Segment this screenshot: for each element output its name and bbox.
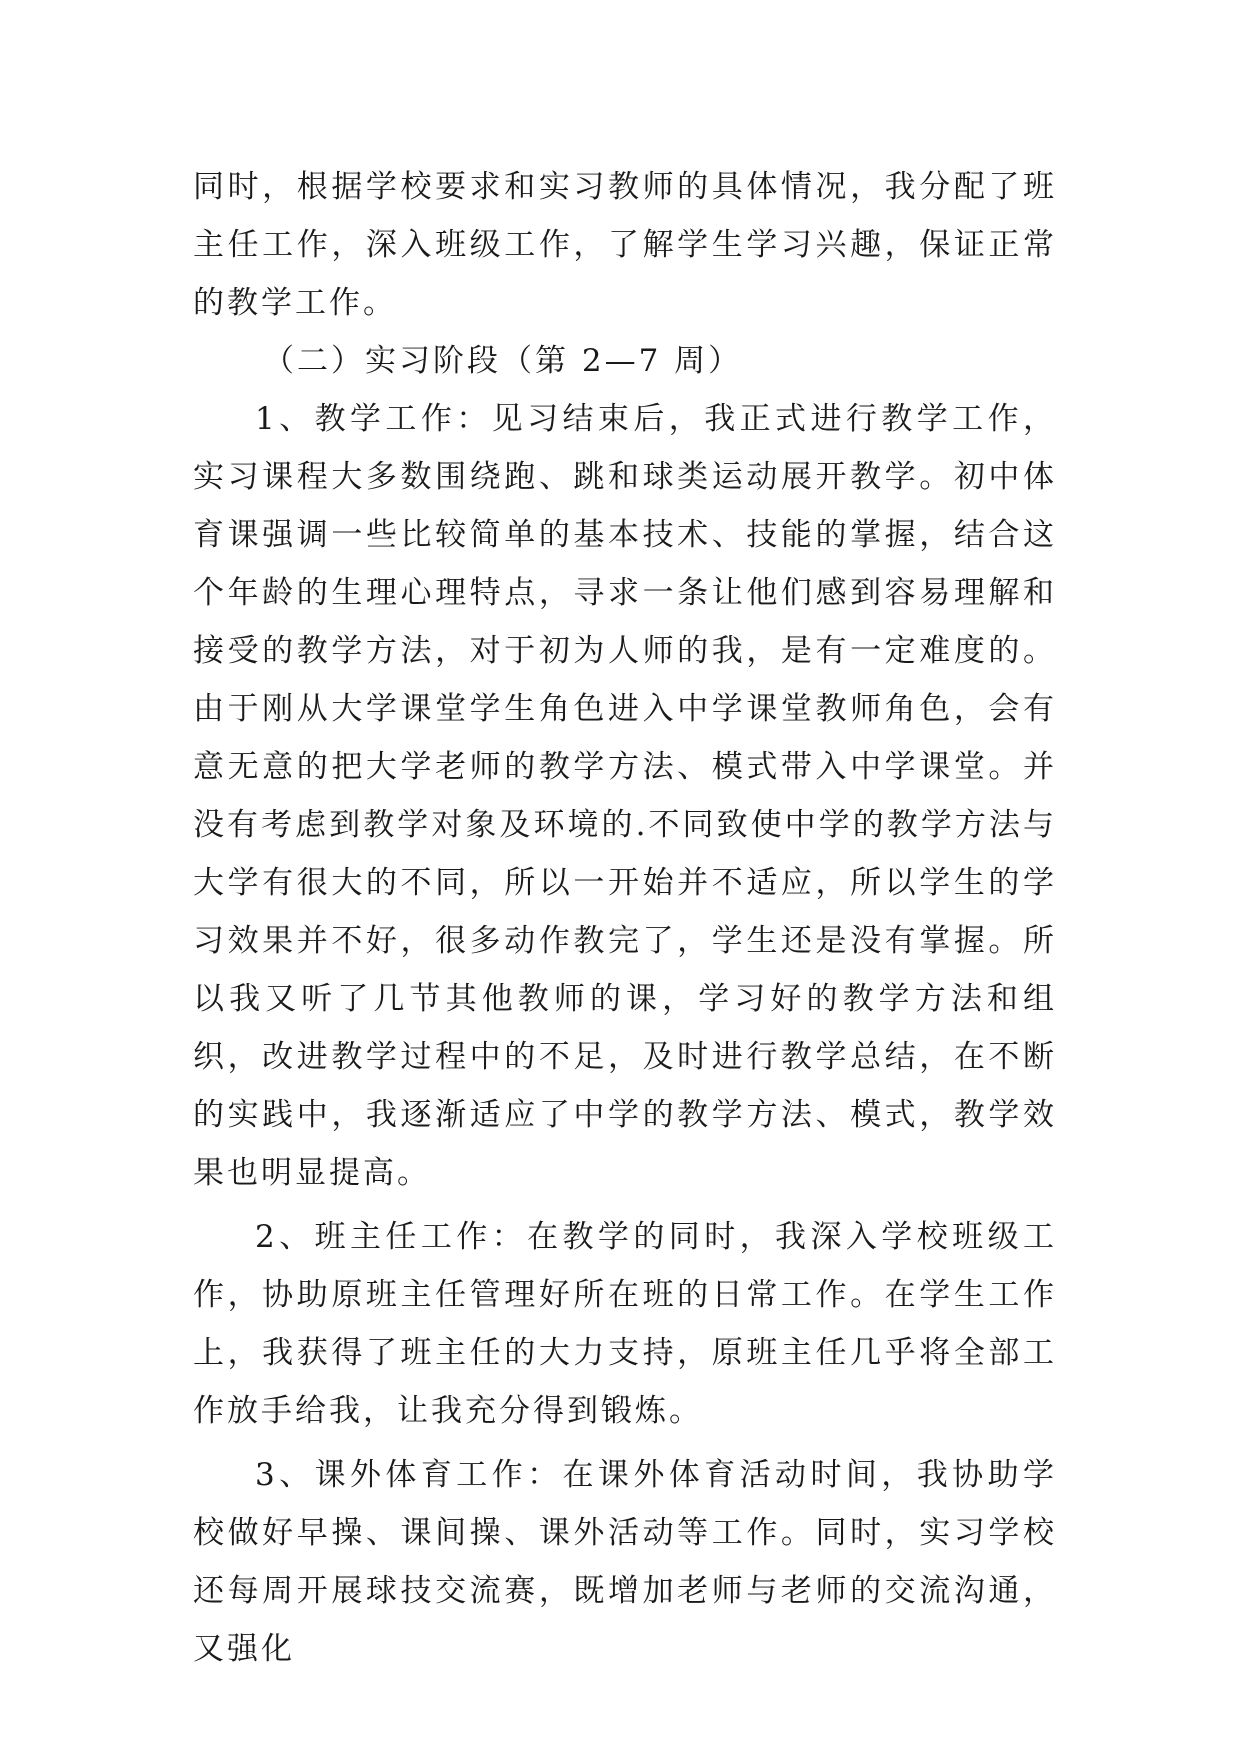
- paragraph-continuation: 同时，根据学校要求和实习教师的具体情况，我分配了班主任工作，深入班级工作，了解学生学习兴趣，保证正常的教学工作。: [193, 169, 1057, 321]
- section-heading-internship-stage: （二）实习阶段（第 2—7 周）: [263, 343, 743, 379]
- document-body: [193, 158, 1057, 1678]
- paragraph-head-teacher-work: 2、班主任工作：在教学的同时，我深入学校班级工作，协助原班主任管理好所在班的日常工作。在学生工作上，我获得了班主任的大力支持，原班主任几乎将全部工作放手给我，让我充分得到锻炼。: [193, 1219, 1057, 1429]
- paragraph-teaching-work: 1、教学工作：见习结束后，我正式进行教学工作，实习课程大多数围绕跑、跳和球类运动展开教学。初中体育课强调一些比较简单的基本技术、技能的掌握，结合这个年龄的生理心理特点，寻求一条让他们感到容易理解和接受的教学方法，对于初为人师的我，是有一定难度的。由于刚从大学课堂学生角色进入中学课堂教师角色，会有意无意的把大学老师的教学方法、模式带入中学课堂。并没有考虑到教学对象及环境的.不同致使中学的教学方法与大学有很大的不同，所以一开始并不适应，所以学生的学习效果并不好，很多动作教完了，学生还是没有掌握。所以我又听了几节其他教师的课，学习好的教学方法和组织，改进教学过程中的不足，及时进行教学总结，在不断的实践中，我逐渐适应了中学的教学方法、模式，教学效果也明显提高。: [193, 401, 1057, 1191]
- paragraph-extracurricular-pe-work: 3、课外体育工作：在课外体育活动时间，我协助学校做好早操、课间操、课外活动等工作。同时，实习学校还每周开展球技交流赛，既增加老师与老师的交流沟通，又强化: [193, 1457, 1057, 1667]
